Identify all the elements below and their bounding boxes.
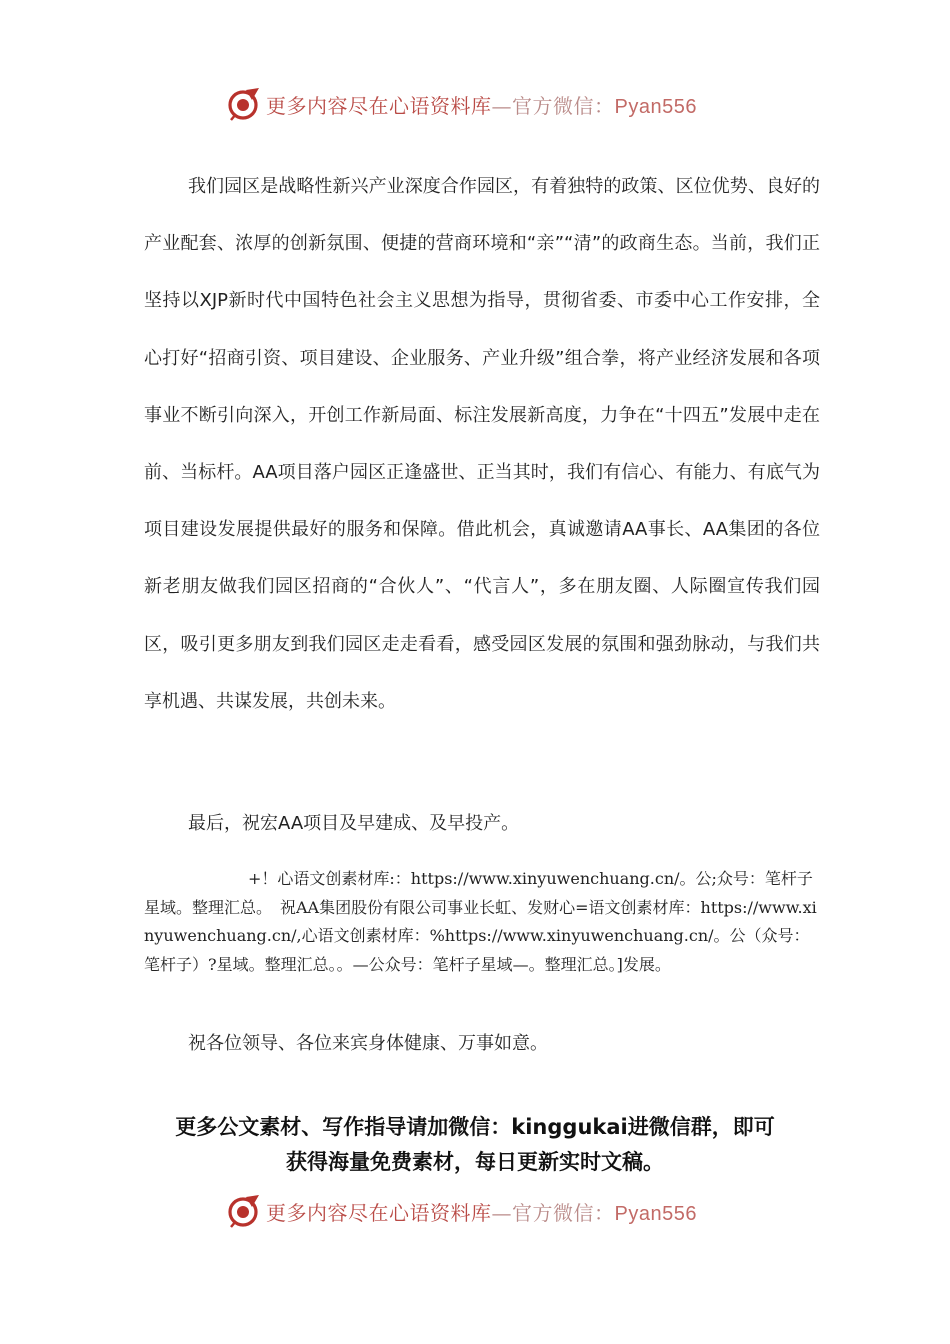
body-paragraph-1: 我们园区是战略性新兴产业深度合作园区，有着独特的政策、区位优势、良好的产业配套、浓厚的创新氛围、便捷的营商环境和“亲”“清”的政商生态。当前，我们正坚持以XJP新时代中国特色社会主义思想为指导，贯彻省委、市委中心工作安排，全心打好“招商引资、项目建设、企业服务、产业升级”组合拳，将产业经济发展和各项事业不断引向深入，开创工作新局面、标注发展新高度，力争在“十四五”发展中走在前、当标杆。AA项目落户园区正逢盛世、正当其时，我们有信心、有能力、有底气为项目建设发展提供最好的服务和保障。借此机会，真诚邀请AA事长、AA集团的各位新老朋友做我们园区招商的“合伙人”、“代言人”，多在朋友圈、人际圈宣传我们园区，吸引更多朋友到我们园区走走看看，感受园区发展的氛围和强劲脉动，与我们共享机遇、共谋发展，共创未来。 (144, 176, 820, 712)
body-paragraph-2: 最后，祝宏AA项目及早建成、及早投产。 (188, 813, 520, 834)
banner-text (266, 1197, 697, 1226)
promo-block (110, 1110, 840, 1180)
pen-nib-logo-icon (226, 86, 262, 122)
wechat-id: Pyan556 (614, 1202, 697, 1225)
promo-line-2: 获得海量免费素材，每日更新实时文稿。 (286, 1150, 664, 1174)
wechat-label: —官方微信： (491, 1200, 615, 1225)
wechat-id: Pyan556 (614, 95, 697, 118)
wechat-label: —官方微信： (491, 93, 615, 118)
header-banner (226, 84, 786, 124)
site-name: 更多内容尽在心语资料库 (266, 93, 492, 118)
footer-banner (226, 1191, 786, 1231)
pen-nib-logo-icon (226, 1193, 262, 1229)
banner-text (266, 90, 697, 119)
promo-line-1: 更多公文素材、写作指导请加微信：kinggukai进微信群，即可 (175, 1115, 775, 1139)
body-paragraph-3: +！心语文创素材库:：https://www.xinyuwenchuang.cn/。公;众号：笔杆子星域。整理汇总。 祝AA集团股份有限公司事业长虹、发财心=语文创素材库：https://www.xinyuwenchuang.cn/,心语文创素材库：%https://www.xinyuwenchuang.cn/。公（众号：笔杆子）?星域。整理汇总。。—公众号：笔杆子星域—。整理汇总。]发展。 (144, 869, 817, 974)
site-name: 更多内容尽在心语资料库 (266, 1200, 492, 1225)
body-paragraph-4: 祝各位领导、各位来宾身体健康、万事如意。 (188, 1033, 548, 1054)
